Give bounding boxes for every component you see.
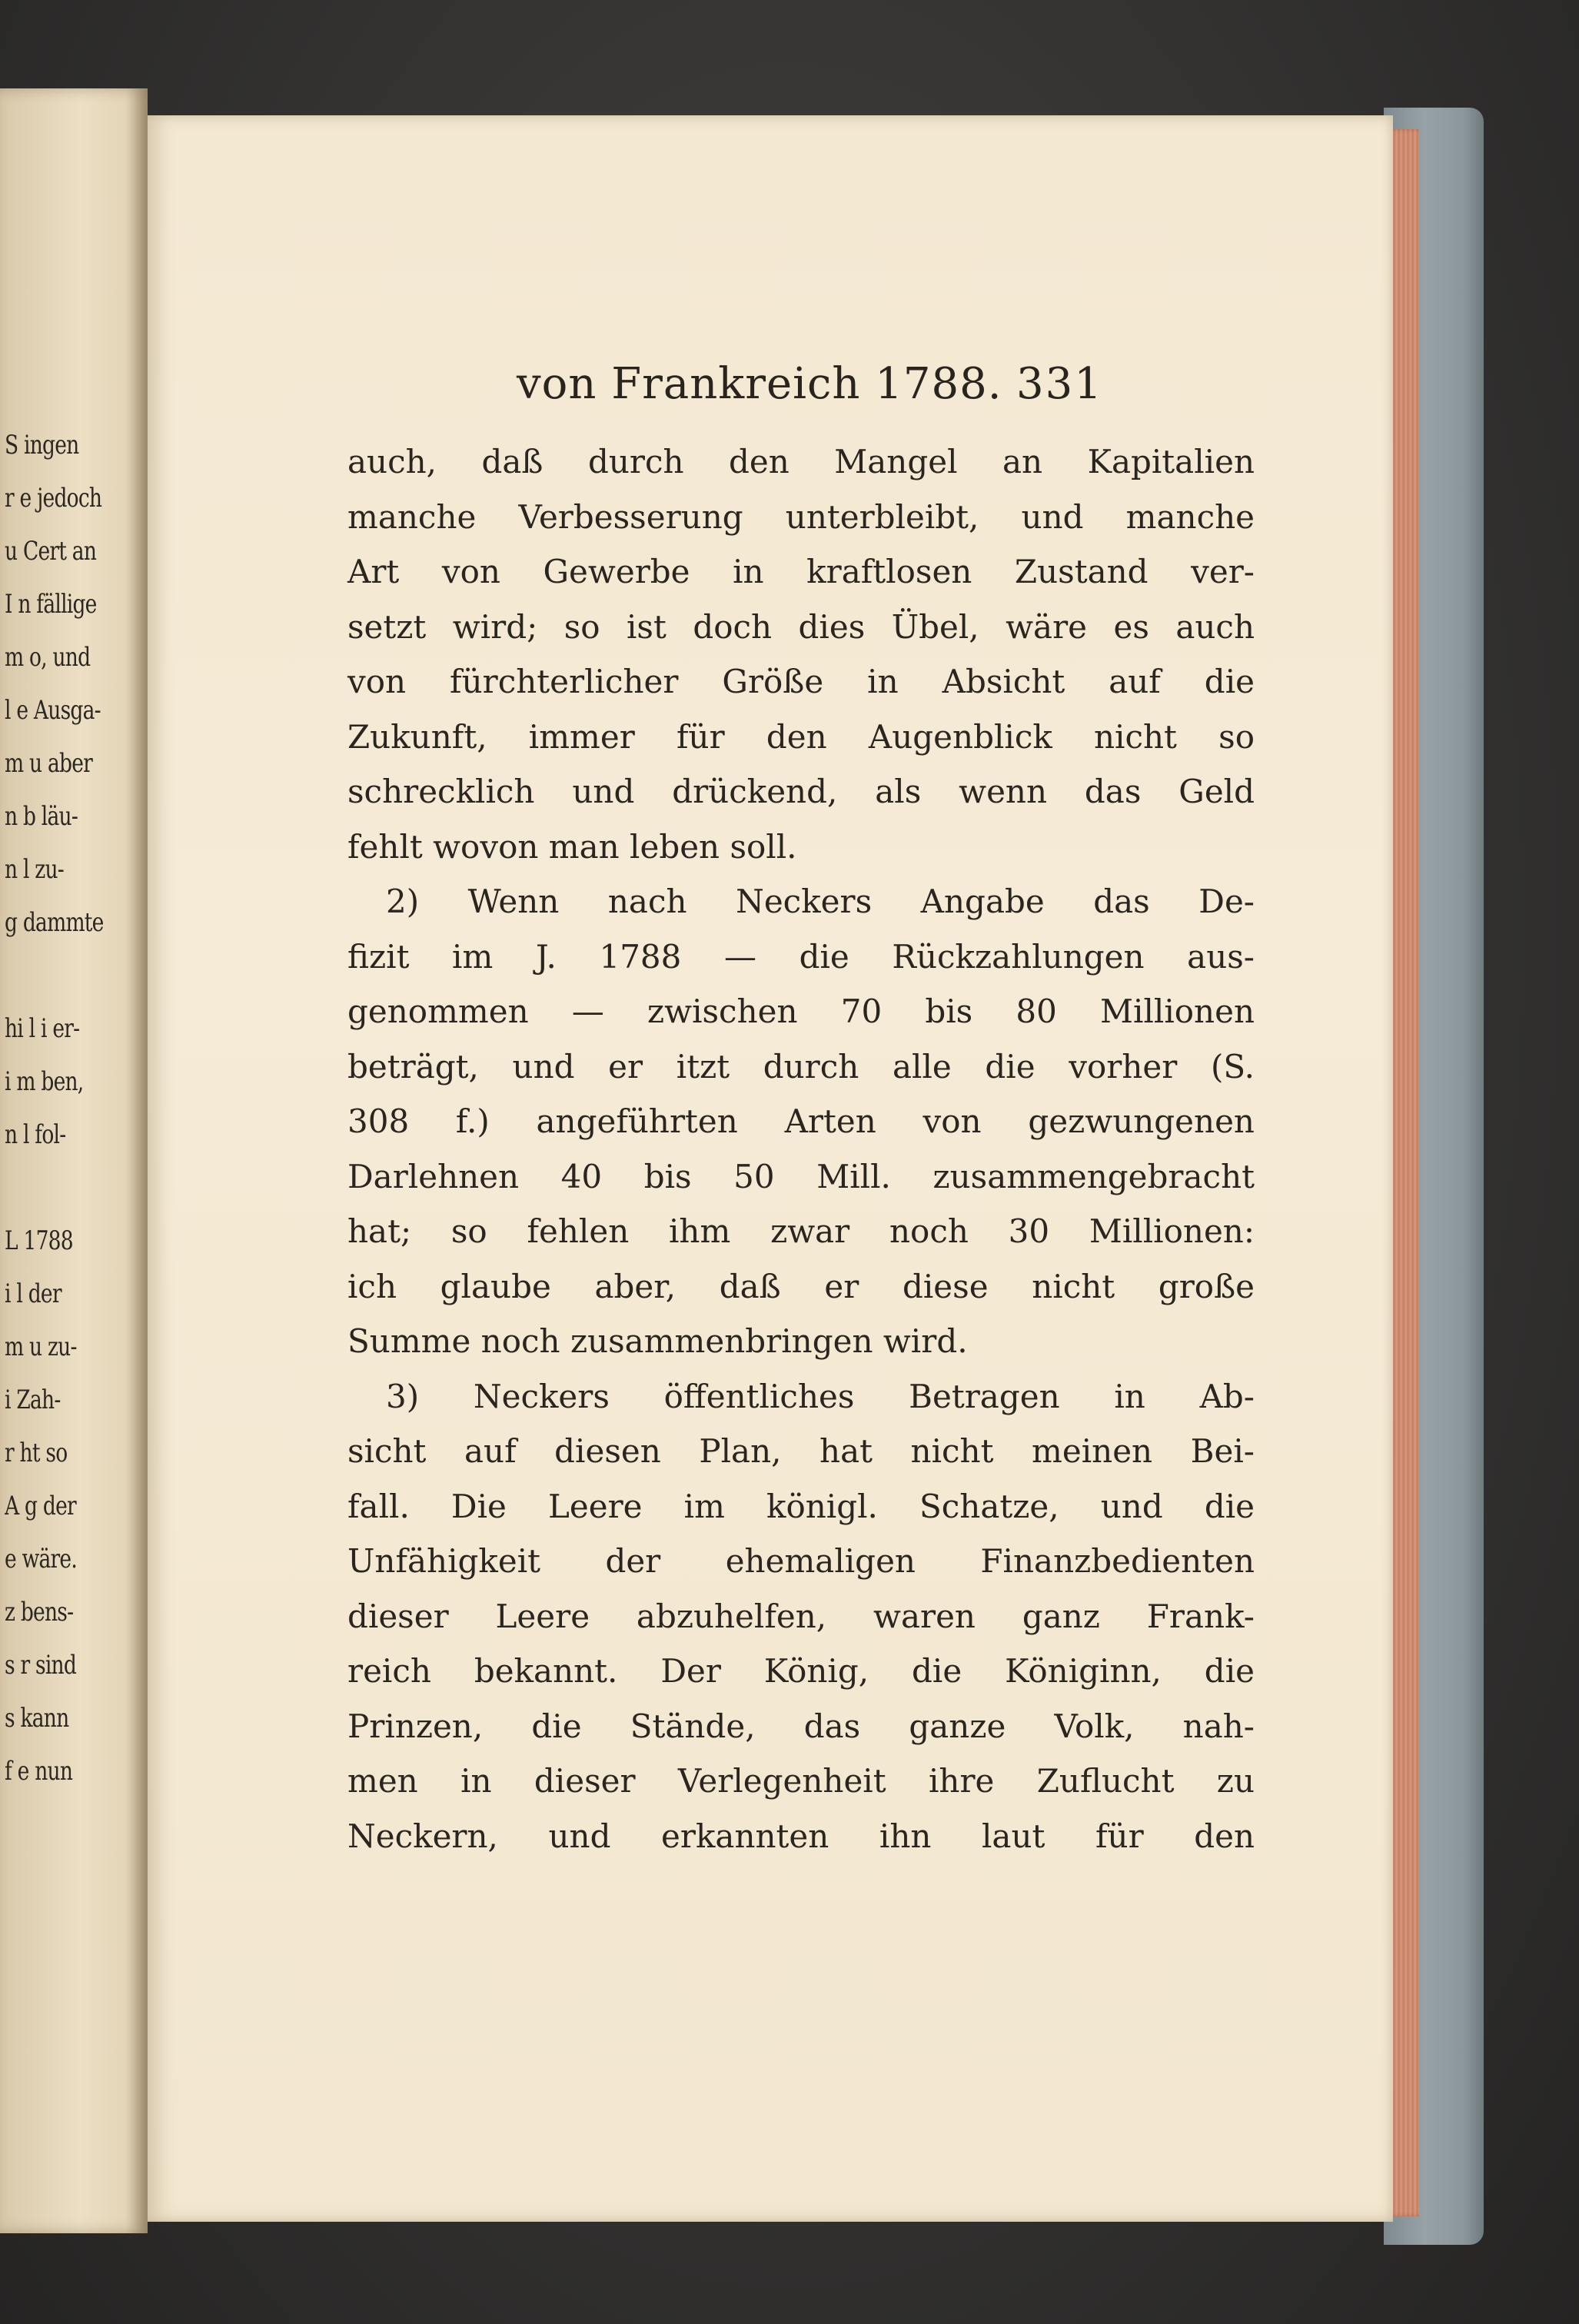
left-page-fragment: i m ben, [5, 1066, 84, 1097]
left-page-fragment: z bens- [5, 1597, 74, 1627]
text-line: auch, daß durch den Mangel an Kapitalien [347, 443, 1255, 480]
left-page-fragment: m u aber [5, 748, 93, 779]
text-line: fehlt wovon man leben soll. [347, 827, 797, 866]
left-page-fragment: r e jedoch [5, 483, 102, 514]
text-line: fizit im J. 1788 — die Rückzahlungen aus- [347, 937, 1255, 976]
text-line: Summe noch zusammenbringen wird. [347, 1322, 968, 1360]
left-page-fragment: hi l i er- [5, 1013, 80, 1044]
left-page-fragment: m o, und [5, 642, 91, 673]
left-page-text-fragments [5, 419, 143, 1798]
left-page-fragment: S ingen [5, 430, 79, 460]
left-page-fragment: s r sind [5, 1650, 77, 1681]
text-line: hat; so fehlen ihm zwar noch 30 Millionen: [347, 1212, 1255, 1250]
running-head-title: von Frankreich 1788. [517, 359, 1002, 409]
text-line: 308 f.) angeführten Arten von gezwungenen [347, 1102, 1255, 1140]
left-page-fragment: s kann [5, 1703, 69, 1734]
text-line: genommen — zwischen 70 bis 80 Millionen [347, 992, 1255, 1030]
text-line: dieser Leere abzuhelfen, waren ganz Frank- [347, 1597, 1255, 1635]
left-page-fragment: f e nun [5, 1756, 73, 1787]
text-line: 3) Neckers öffentliches Betragen in Ab- [386, 1377, 1255, 1415]
page-number: 331 [1016, 359, 1103, 409]
left-page-fragment: L 1788 [5, 1225, 73, 1256]
left-page-fragment: e wäre. [5, 1544, 77, 1574]
text-line: Darlehnen 40 bis 50 Mill. zusammengebracht [347, 1157, 1255, 1195]
text-line: Prinzen, die Stände, das ganze Volk, nah- [347, 1707, 1255, 1745]
text-line: Zukunft, immer für den Augenblick nicht so [347, 717, 1255, 756]
text-line: schrecklich und drückend, als wenn das Geld [347, 773, 1255, 810]
left-page-fragment [5, 1162, 112, 1215]
text-line: Unfähigkeit der ehemaligen Finanzbedienten [347, 1542, 1255, 1580]
body-text [347, 434, 1255, 1864]
left-page-fragment: n l zu- [5, 854, 64, 885]
text-line: ich glaube aber, daß er diese nicht große [347, 1267, 1255, 1305]
text-line: 2) Wenn nach Neckers Angabe das De- [386, 883, 1255, 920]
left-page-fragment: u Cert an [5, 536, 97, 567]
left-page-fragment: A g der [5, 1491, 76, 1521]
text-line: Neckern, und erkannten ihn laut für den [347, 1817, 1255, 1855]
text-line: manche Verbesserung unterbleibt, und manche [347, 497, 1255, 536]
left-page-fragment: n l fol- [5, 1119, 66, 1150]
left-page-fragment: i l der [5, 1278, 61, 1309]
left-facing-page [0, 88, 148, 2233]
text-line: beträgt, und er itzt durch alle die vorher (S. [347, 1047, 1255, 1086]
left-page-fragment: g dammte [5, 907, 104, 938]
text-line: Art von Gewerbe in kraftlosen Zustand ver- [347, 553, 1255, 590]
left-page-fragment: r ht so [5, 1438, 68, 1468]
text-line: fall. Die Leere im königl. Schatze, und die [347, 1487, 1255, 1525]
book-page [148, 115, 1393, 2222]
left-page-fragment: n b läu- [5, 801, 78, 832]
running-head [148, 354, 1393, 415]
left-page-fragment: l e Ausga- [5, 695, 101, 726]
left-page-fragment: i Zah- [5, 1385, 61, 1415]
left-page-fragment [5, 949, 112, 1002]
text-line: men in dieser Verlegenheit ihre Zuflucht zu [347, 1762, 1255, 1800]
text-line: sicht auf diesen Plan, hat nicht meinen Bei- [347, 1432, 1255, 1470]
text-line: reich bekannt. Der König, die Königinn, die [347, 1652, 1255, 1690]
text-line: von fürchterlicher Größe in Absicht auf die [347, 663, 1255, 700]
left-page-fragment: I n fällige [5, 589, 97, 620]
text-line: setzt wird; so ist doch dies Übel, wäre es auch [347, 607, 1255, 646]
left-page-fragment: m u zu- [5, 1332, 77, 1362]
